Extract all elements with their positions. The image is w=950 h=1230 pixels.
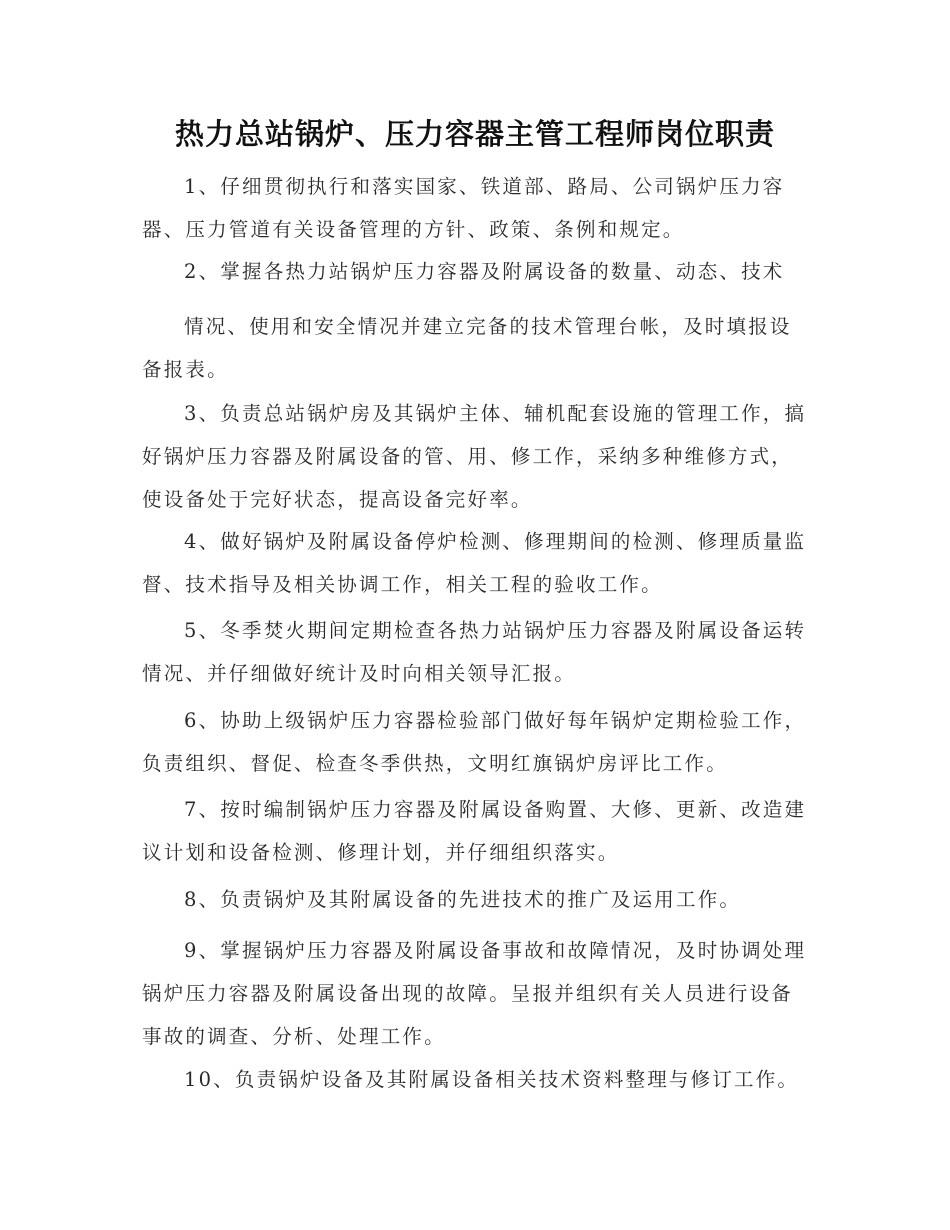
paragraph-line: 器、压力管道有关设备管理的方针、政策、条例和规定。 [142,218,685,241]
duty-paragraph-4 [142,520,822,606]
paragraph-line: 8、负责锅炉及其附属设备的先进技术的推广及运用工作。 [184,888,742,911]
duty-paragraph-10 [142,1058,822,1101]
paragraph-line: 好锅炉压力容器及附属设备的管、用、修工作，采纳多种维修方式， [142,445,794,468]
paragraph-line: 锅炉压力容器及附属设备出现的故障。呈报并组织有关人员进行设备 [142,982,794,1005]
duty-paragraph-2-continued [142,305,822,391]
paragraph-line: 2、掌握各热力站锅炉压力容器及附属设备的数量、动态、技术 [184,260,785,283]
paragraph-line: 督、技术指导及相关协调工作，相关工程的验收工作。 [142,573,663,596]
paragraph-line: 6、协助上级锅炉压力容器检验部门做好每年锅炉定期检验工作， [184,709,807,732]
duty-paragraph-9 [142,929,822,1058]
paragraph-line: 1、仔细贯彻执行和落实国家、铁道部、路局、公司锅炉压力容 [184,175,785,198]
paragraph-line: 7、按时编制锅炉压力容器及附属设备购置、大修、更新、改造建 [184,798,807,821]
paragraph-line: 情况、并仔细做好统计及时向相关领导汇报。 [142,662,577,685]
duty-paragraph-3 [142,392,822,521]
duty-paragraph-7 [142,788,822,874]
duty-paragraph-6 [142,699,822,785]
document-title: 热力总站锅炉、压力容器主管工程师岗位职责 [174,117,775,151]
duty-paragraph-1 [142,165,822,251]
paragraph-line: 10、负责锅炉设备及其附属设备相关技术资料整理与修订工作。 [184,1068,800,1091]
paragraph-line: 4、做好锅炉及附属设备停炉检测、修理期间的检测、修理质量监 [184,530,807,553]
paragraph-line: 使设备处于完好状态，提高设备完好率。 [142,488,533,511]
duty-paragraph-2 [142,250,822,293]
paragraph-line: 议计划和设备检测、修理计划，并仔细组织落实。 [142,841,620,864]
paragraph-line: 备报表。 [142,358,229,381]
paragraph-line: 3、负责总站锅炉房及其锅炉主体、辅机配套设施的管理工作，搞 [184,402,807,425]
duty-paragraph-5 [142,609,822,695]
paragraph-line: 负责组织、督促、检查冬季供热，文明红旗锅炉房评比工作。 [142,752,728,775]
paragraph-line: 情况、使用和安全情况并建立完备的技术管理台帐，及时填报设 [184,315,792,338]
paragraph-line: 5、冬季焚火期间定期检查各热力站锅炉压力容器及附属设备运转 [184,619,807,642]
duty-paragraph-8 [142,878,822,921]
paragraph-line: 事故的调查、分析、处理工作。 [142,1025,446,1048]
paragraph-line: 9、掌握锅炉压力容器及附属设备事故和故障情况，及时协调处理 [184,939,807,962]
